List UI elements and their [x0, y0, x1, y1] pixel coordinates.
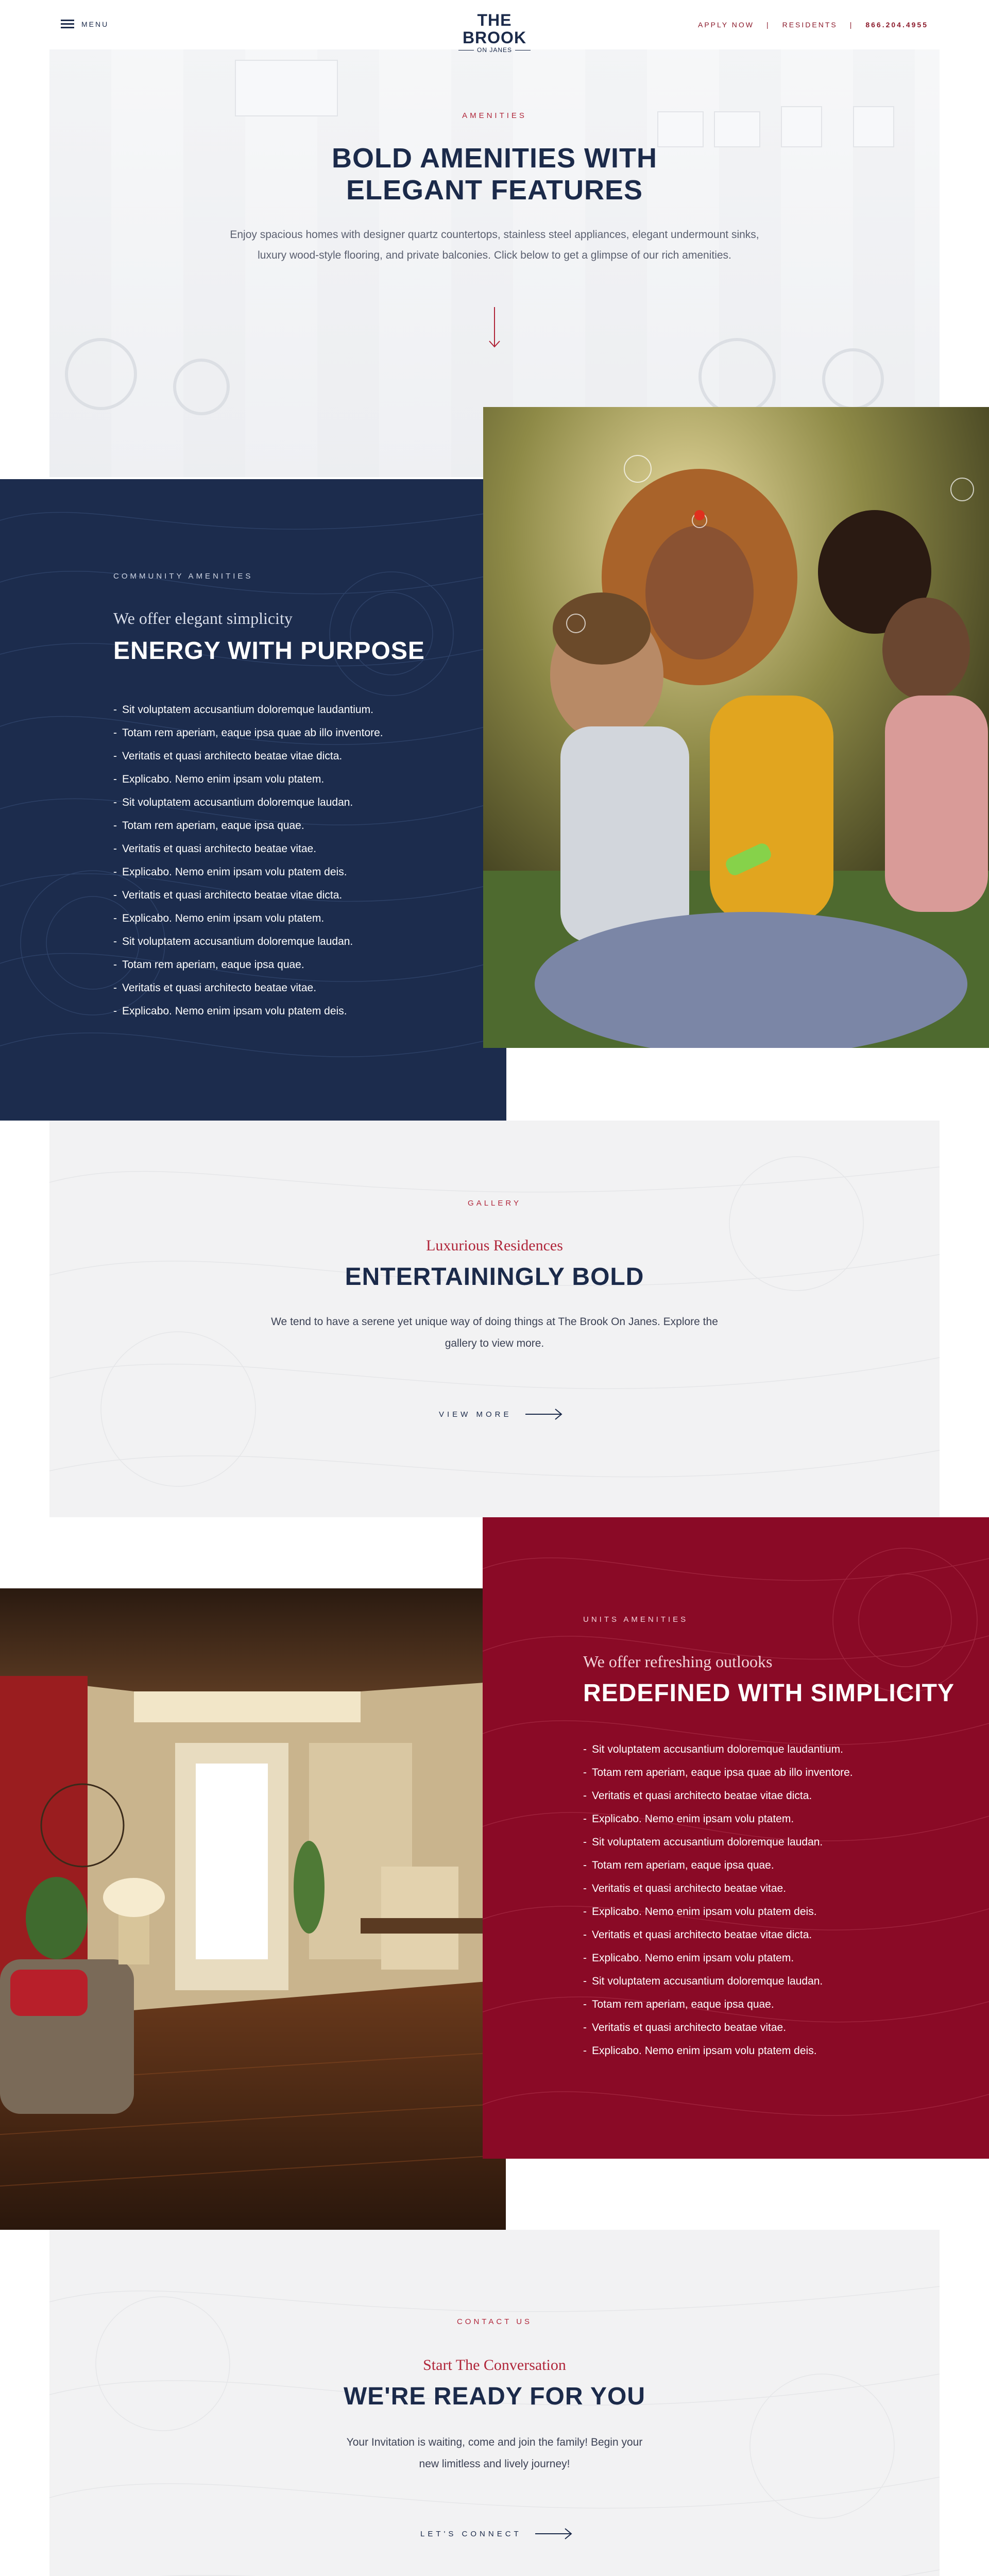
amenity-list-item: - Totam rem aperiam, eaque ipsa quae. [113, 953, 383, 976]
amenity-list-item: - Veritatis et quasi architecto beatae vitae dicta. [583, 1923, 853, 1946]
amenity-list-item: - Totam rem aperiam, eaque ipsa quae. [583, 1993, 853, 2016]
amenities-description-line1: Enjoy spacious homes with designer quartz countertops, stainless steel appliances, elegant undermount sinks, [230, 229, 759, 241]
amenity-list-item: - Totam rem aperiam, eaque ipsa quae ab illo inventore. [583, 1761, 853, 1784]
amenity-list-item: - Explicabo. Nemo enim ipsam volu ptatem deis. [583, 1900, 853, 1923]
family-bubbles-photo [483, 407, 989, 1048]
logo-main-text: THE BROOK [462, 11, 527, 47]
amenity-list-item: - Explicabo. Nemo enim ipsam volu ptatem. [583, 1807, 853, 1831]
amenity-list-item: - Sit voluptatem accusantium doloremque laudan. [583, 1970, 853, 1993]
view-more-label: VIEW MORE [439, 1410, 512, 1419]
amenity-list-item: - Totam rem aperiam, eaque ipsa quae ab illo inventore. [113, 721, 383, 744]
background-window [235, 60, 338, 116]
amenity-list-item: - Veritatis et quasi architecto beatae vitae. [583, 2016, 853, 2039]
amenities-description-line2: luxury wood-style flooring, and private balconies. Click below to get a glimpse of our rich amenities. [258, 249, 731, 261]
contact-title: WE'RE READY FOR YOU [343, 2383, 646, 2410]
units-amenities-list [583, 1738, 853, 2062]
amenity-list-item: - Explicabo. Nemo enim ipsam volu ptatem. [583, 1946, 853, 1970]
amenity-list-item: - Explicabo. Nemo enim ipsam volu ptatem deis. [113, 860, 383, 884]
amenity-list-item: - Veritatis et quasi architecto beatae vitae dicta. [113, 744, 383, 768]
menu-label: MENU [81, 20, 109, 28]
community-title: ENERGY WITH PURPOSE [113, 637, 425, 665]
units-eyebrow: UNITS AMENITIES [583, 1615, 689, 1624]
living-room-illustration [0, 1588, 506, 2230]
amenities-description [206, 225, 783, 266]
logo-sub-text: ON JANES [443, 46, 546, 54]
gym-equipment-shape [173, 359, 230, 415]
site-header [0, 0, 989, 54]
gym-equipment-shape [65, 338, 137, 410]
arrow-right-icon [525, 1408, 562, 1420]
gym-equipment-shape [822, 348, 884, 410]
lets-connect-label: LET'S CONNECT [420, 2529, 522, 2538]
lets-connect-link[interactable] [420, 2528, 572, 2540]
header-nav [698, 21, 928, 29]
living-room-photo [0, 1588, 506, 2230]
gallery-section [49, 1121, 940, 1517]
amenity-list-item: - Sit voluptatem accusantium doloremque laudan. [113, 930, 383, 953]
amenity-list-item: - Explicabo. Nemo enim ipsam volu ptatem. [113, 768, 383, 791]
arrow-down-icon[interactable] [488, 307, 501, 348]
amenity-list-item: - Veritatis et quasi architecto beatae vitae dicta. [583, 1784, 853, 1807]
units-script-heading: We offer refreshing outlooks [583, 1652, 773, 1671]
apply-now-link[interactable]: APPLY NOW [698, 21, 754, 29]
community-script-heading: We offer elegant simplicity [113, 609, 293, 628]
contact-section [49, 2230, 940, 2576]
gallery-description-line2: gallery to view more. [445, 1337, 544, 1349]
gallery-script-heading: Luxurious Residences [426, 1237, 563, 1254]
amenity-list-item: - Explicabo. Nemo enim ipsam volu ptatem deis. [113, 999, 383, 1023]
amenity-list-item: - Explicabo. Nemo enim ipsam volu ptatem deis. [583, 2039, 853, 2062]
amenity-list-item: - Veritatis et quasi architecto beatae vitae. [113, 976, 383, 999]
amenity-list-item: - Sit voluptatem accusantium doloremque laudan. [583, 1831, 853, 1854]
gallery-eyebrow: GALLERY [468, 1199, 521, 1208]
amenities-title [49, 142, 940, 206]
units-title: REDEFINED WITH SIMPLICITY [583, 1680, 954, 1707]
contact-eyebrow: CONTACT US [456, 2317, 533, 2326]
gym-equipment-shape [698, 338, 776, 415]
arrow-right-icon [535, 2528, 572, 2540]
amenity-list-item: - Totam rem aperiam, eaque ipsa quae. [583, 1854, 853, 1877]
community-amenities-panel [0, 479, 506, 1121]
amenity-list-item: - Veritatis et quasi architecto beatae vitae. [583, 1877, 853, 1900]
gallery-description [49, 1311, 940, 1354]
amenity-list-item: - Sit voluptatem accusantium doloremque laudantium. [113, 698, 383, 721]
menu-button[interactable] [61, 20, 109, 29]
gallery-title: ENTERTAININGLY BOLD [345, 1263, 644, 1291]
amenities-title-line2: ELEGANT FEATURES [346, 175, 643, 206]
hamburger-icon [61, 20, 74, 29]
amenities-title-line1: BOLD AMENITIES WITH [332, 143, 657, 174]
amenities-eyebrow: AMENITIES [462, 111, 527, 120]
community-amenities-list [113, 698, 383, 1023]
amenity-list-item: - Sit voluptatem accusantium doloremque laudan. [113, 791, 383, 814]
amenity-list-item: - Sit voluptatem accusantium doloremque laudantium. [583, 1738, 853, 1761]
contact-description [49, 2432, 940, 2475]
family-photo-illustration [483, 407, 989, 1048]
community-eyebrow: COMMUNITY AMENITIES [113, 572, 253, 581]
contact-description-line1: Your Invitation is waiting, come and join the family! Begin your [346, 2436, 643, 2448]
units-amenities-panel [483, 1517, 989, 2159]
site-logo[interactable] [443, 11, 546, 54]
nav-separator: | [849, 21, 854, 29]
gallery-description-line1: We tend to have a serene yet unique way of doing things at The Brook On Janes. Explore the [271, 1316, 718, 1328]
amenity-list-item: - Totam rem aperiam, eaque ipsa quae. [113, 814, 383, 837]
view-more-link[interactable] [439, 1408, 562, 1420]
amenity-list-item: - Veritatis et quasi architecto beatae vitae dicta. [113, 884, 383, 907]
amenity-list-item: - Veritatis et quasi architecto beatae vitae. [113, 837, 383, 860]
contact-script-heading: Start The Conversation [423, 2357, 566, 2374]
header-phone-link[interactable]: 866.204.4955 [865, 21, 928, 29]
amenity-list-item: - Explicabo. Nemo enim ipsam volu ptatem. [113, 907, 383, 930]
contact-description-line2: new limitless and lively journey! [419, 2458, 570, 2470]
residents-link[interactable]: RESIDENTS [782, 21, 838, 29]
nav-separator: | [766, 21, 770, 29]
